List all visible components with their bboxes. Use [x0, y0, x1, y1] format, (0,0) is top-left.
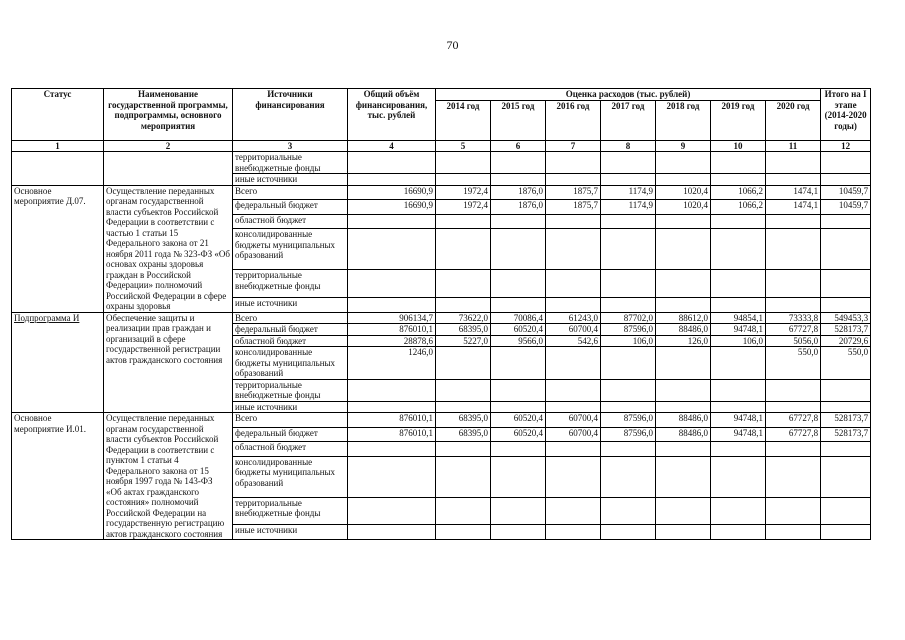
- header-name: Наименование государственной программы, подпрограммы, основного мероприятия: [104, 89, 233, 141]
- year-value-cell: [491, 442, 546, 457]
- source-cell: областной бюджет: [233, 214, 348, 229]
- year-value-cell: [546, 347, 601, 380]
- total-volume-cell: [348, 525, 436, 540]
- year-value-cell: [711, 174, 766, 186]
- source-cell: иные источники: [233, 297, 348, 312]
- year-value-cell: [766, 229, 821, 270]
- stage-total-cell: 528173,7: [821, 413, 871, 428]
- stage-total-cell: 10459,7: [821, 200, 871, 215]
- year-value-cell: [656, 442, 711, 457]
- year-value-cell: [711, 442, 766, 457]
- stage-total-cell: [821, 442, 871, 457]
- header-year: 2020 год: [766, 100, 821, 140]
- header-year: 2015 год: [491, 100, 546, 140]
- year-value-cell: 60520,4: [491, 413, 546, 428]
- year-value-cell: 5227,0: [436, 335, 491, 347]
- year-value-cell: 68395,0: [436, 324, 491, 336]
- year-value-cell: 67727,8: [766, 324, 821, 336]
- year-value-cell: [656, 229, 711, 270]
- stage-total-cell: [821, 401, 871, 413]
- year-value-cell: 94748,1: [711, 413, 766, 428]
- year-value-cell: 87596,0: [601, 413, 656, 428]
- budget-table: [11, 88, 871, 540]
- year-value-cell: [436, 229, 491, 270]
- table-body: [12, 152, 871, 540]
- header-status: Статус: [12, 89, 104, 141]
- source-cell: территориальные внебюджетные фонды: [233, 379, 348, 401]
- source-cell: консолидированные бюджеты муниципальных образований: [233, 456, 348, 497]
- year-value-cell: [711, 297, 766, 312]
- total-volume-cell: [348, 214, 436, 229]
- total-volume-cell: [348, 497, 436, 525]
- year-value-cell: 88612,0: [656, 312, 711, 324]
- year-value-cell: [546, 456, 601, 497]
- year-value-cell: [436, 456, 491, 497]
- stage-total-cell: [821, 229, 871, 270]
- year-value-cell: [711, 525, 766, 540]
- stage-total-cell: [821, 456, 871, 497]
- col-number: 10: [711, 140, 766, 152]
- stage-total-cell: [821, 270, 871, 298]
- year-value-cell: [766, 379, 821, 401]
- year-value-cell: [546, 525, 601, 540]
- year-value-cell: [766, 152, 821, 174]
- year-value-cell: [766, 456, 821, 497]
- total-volume-cell: 906134,7: [348, 312, 436, 324]
- year-value-cell: [601, 229, 656, 270]
- year-value-cell: [601, 442, 656, 457]
- table-row: [12, 312, 871, 324]
- header-total-stage: Итого на I этапе (2014-2020 годы): [821, 89, 871, 141]
- year-value-cell: 1875,7: [546, 200, 601, 215]
- year-value-cell: [491, 379, 546, 401]
- year-value-cell: [491, 229, 546, 270]
- col-number: 6: [491, 140, 546, 152]
- total-volume-cell: 876010,1: [348, 413, 436, 428]
- year-value-cell: [546, 497, 601, 525]
- year-value-cell: 60520,4: [491, 427, 546, 442]
- stage-total-cell: [821, 497, 871, 525]
- total-volume-cell: [348, 229, 436, 270]
- year-value-cell: [491, 497, 546, 525]
- col-number: 2: [104, 140, 233, 152]
- header-year: 2019 год: [711, 100, 766, 140]
- year-value-cell: [766, 442, 821, 457]
- total-volume-cell: [348, 456, 436, 497]
- year-value-cell: 1020,4: [656, 185, 711, 200]
- table-row: [12, 152, 871, 174]
- year-value-cell: 67727,8: [766, 427, 821, 442]
- year-value-cell: 67727,8: [766, 413, 821, 428]
- source-cell: областной бюджет: [233, 442, 348, 457]
- year-value-cell: 68395,0: [436, 413, 491, 428]
- header-year: 2018 год: [656, 100, 711, 140]
- source-cell: территориальные внебюджетные фонды: [233, 270, 348, 298]
- year-value-cell: [656, 347, 711, 380]
- year-value-cell: 94748,1: [711, 324, 766, 336]
- year-value-cell: [546, 401, 601, 413]
- year-value-cell: [656, 152, 711, 174]
- year-value-cell: 61243,0: [546, 312, 601, 324]
- year-value-cell: [546, 174, 601, 186]
- year-value-cell: [601, 214, 656, 229]
- total-volume-cell: [348, 152, 436, 174]
- year-value-cell: [436, 297, 491, 312]
- year-value-cell: 87596,0: [601, 324, 656, 336]
- source-cell: Всего: [233, 413, 348, 428]
- year-value-cell: [601, 456, 656, 497]
- year-value-cell: [601, 174, 656, 186]
- year-value-cell: [546, 270, 601, 298]
- year-value-cell: [491, 456, 546, 497]
- year-value-cell: 1876,0: [491, 185, 546, 200]
- year-value-cell: [711, 347, 766, 380]
- header-year: 2016 год: [546, 100, 601, 140]
- year-value-cell: [546, 152, 601, 174]
- header-year: 2014 год: [436, 100, 491, 140]
- status-cell: Основное мероприятие И.01.: [12, 413, 104, 540]
- year-value-cell: 60520,4: [491, 324, 546, 336]
- year-value-cell: [656, 174, 711, 186]
- year-value-cell: [656, 270, 711, 298]
- year-value-cell: 1020,4: [656, 200, 711, 215]
- source-cell: консолидированные бюджеты муниципальных образований: [233, 229, 348, 270]
- total-volume-cell: [348, 401, 436, 413]
- col-number: 12: [821, 140, 871, 152]
- col-number: 4: [348, 140, 436, 152]
- year-value-cell: [601, 525, 656, 540]
- year-value-cell: [436, 270, 491, 298]
- col-number: 11: [766, 140, 821, 152]
- year-value-cell: 1066,2: [711, 200, 766, 215]
- year-value-cell: [656, 497, 711, 525]
- year-value-cell: [711, 152, 766, 174]
- stage-total-cell: 549453,3: [821, 312, 871, 324]
- year-value-cell: [656, 379, 711, 401]
- total-volume-cell: [348, 379, 436, 401]
- year-value-cell: 9566,0: [491, 335, 546, 347]
- year-value-cell: [601, 270, 656, 298]
- year-value-cell: [491, 214, 546, 229]
- total-volume-cell: [348, 174, 436, 186]
- year-value-cell: [491, 347, 546, 380]
- year-value-cell: 1876,0: [491, 200, 546, 215]
- table-row: [12, 413, 871, 428]
- year-value-cell: [546, 229, 601, 270]
- year-value-cell: [546, 442, 601, 457]
- year-value-cell: [601, 497, 656, 525]
- year-value-cell: 1474,1: [766, 185, 821, 200]
- table-row: [12, 185, 871, 200]
- year-value-cell: [491, 174, 546, 186]
- source-cell: федеральный бюджет: [233, 427, 348, 442]
- source-cell: Всего: [233, 185, 348, 200]
- year-value-cell: [711, 270, 766, 298]
- year-value-cell: [491, 401, 546, 413]
- header-year: 2017 год: [601, 100, 656, 140]
- year-value-cell: [711, 214, 766, 229]
- year-value-cell: [546, 214, 601, 229]
- stage-total-cell: 528173,7: [821, 427, 871, 442]
- status-cell: Основное мероприятие Д.07.: [12, 185, 104, 312]
- year-value-cell: [436, 379, 491, 401]
- year-value-cell: 550,0: [766, 347, 821, 380]
- year-value-cell: [601, 401, 656, 413]
- name-cell: [104, 152, 233, 186]
- year-value-cell: [656, 456, 711, 497]
- year-value-cell: 1972,4: [436, 200, 491, 215]
- year-value-cell: [436, 442, 491, 457]
- year-value-cell: [436, 214, 491, 229]
- stage-total-cell: 528173,7: [821, 324, 871, 336]
- stage-total-cell: [821, 525, 871, 540]
- total-volume-cell: 16690,9: [348, 200, 436, 215]
- source-cell: консолидированные бюджеты муниципальных образований: [233, 347, 348, 380]
- year-value-cell: 106,0: [601, 335, 656, 347]
- year-value-cell: 60700,4: [546, 427, 601, 442]
- source-cell: федеральный бюджет: [233, 324, 348, 336]
- source-cell: федеральный бюджет: [233, 200, 348, 215]
- year-value-cell: [766, 270, 821, 298]
- source-cell: Всего: [233, 312, 348, 324]
- year-value-cell: 60700,4: [546, 324, 601, 336]
- year-value-cell: [491, 525, 546, 540]
- year-value-cell: [711, 379, 766, 401]
- col-number: 7: [546, 140, 601, 152]
- stage-total-cell: [821, 152, 871, 174]
- name-cell: Обеспечение защиты и реализации прав граждан и организаций в сфере государственной регистрации актов гражданского состояния: [104, 312, 233, 413]
- stage-total-cell: [821, 297, 871, 312]
- year-value-cell: 1875,7: [546, 185, 601, 200]
- total-volume-cell: [348, 442, 436, 457]
- col-number: 9: [656, 140, 711, 152]
- year-value-cell: [766, 401, 821, 413]
- total-volume-cell: 16690,9: [348, 185, 436, 200]
- year-value-cell: 73333,8: [766, 312, 821, 324]
- status-cell: Подпрограмма И: [12, 312, 104, 413]
- name-cell: Осуществление переданных органам государственной власти субъектов Российской Федерации в соответствии с пунктом 1 статьи 4 Федерального закона от 15 ноября 1997 года № 143-ФЗ «Об актах гражданского состояния» полномочий Российской Федерации на государственную регистрацию актов гражданского состояния: [104, 413, 233, 540]
- source-cell: иные источники: [233, 525, 348, 540]
- col-number: 1: [12, 140, 104, 152]
- year-value-cell: 542,6: [546, 335, 601, 347]
- stage-total-cell: 20729,6: [821, 335, 871, 347]
- col-number: 8: [601, 140, 656, 152]
- total-volume-cell: 1246,0: [348, 347, 436, 380]
- year-value-cell: [546, 297, 601, 312]
- year-value-cell: 126,0: [656, 335, 711, 347]
- year-value-cell: [491, 270, 546, 298]
- year-value-cell: [491, 297, 546, 312]
- col-number: 5: [436, 140, 491, 152]
- year-value-cell: [601, 347, 656, 380]
- year-value-cell: [546, 379, 601, 401]
- header-total-volume: Общий объём финансирования, тыс. рублей: [348, 89, 436, 141]
- year-value-cell: [656, 525, 711, 540]
- col-number: 3: [233, 140, 348, 152]
- year-value-cell: [656, 297, 711, 312]
- year-value-cell: 87702,0: [601, 312, 656, 324]
- year-value-cell: 60700,4: [546, 413, 601, 428]
- year-value-cell: 5056,0: [766, 335, 821, 347]
- page-number: 70: [446, 38, 459, 52]
- year-value-cell: 1174,9: [601, 200, 656, 215]
- header-row-1: [12, 89, 871, 101]
- stage-total-cell: 10459,7: [821, 185, 871, 200]
- year-value-cell: 70086,4: [491, 312, 546, 324]
- year-value-cell: 1066,2: [711, 185, 766, 200]
- year-value-cell: 1972,4: [436, 185, 491, 200]
- status-cell: [12, 152, 104, 186]
- year-value-cell: 73622,0: [436, 312, 491, 324]
- year-value-cell: 94854,1: [711, 312, 766, 324]
- year-value-cell: 106,0: [711, 335, 766, 347]
- header-sources: Источники финансирования: [233, 89, 348, 141]
- source-cell: территориальные внебюджетные фонды: [233, 152, 348, 174]
- year-value-cell: 68395,0: [436, 427, 491, 442]
- year-value-cell: 1474,1: [766, 200, 821, 215]
- year-value-cell: [436, 174, 491, 186]
- year-value-cell: [436, 497, 491, 525]
- year-value-cell: 88486,0: [656, 324, 711, 336]
- year-value-cell: [601, 297, 656, 312]
- year-value-cell: [491, 152, 546, 174]
- stage-total-cell: [821, 174, 871, 186]
- total-volume-cell: 876010,1: [348, 324, 436, 336]
- source-cell: иные источники: [233, 401, 348, 413]
- year-value-cell: [656, 401, 711, 413]
- year-value-cell: 87596,0: [601, 427, 656, 442]
- year-value-cell: [711, 401, 766, 413]
- year-value-cell: [436, 152, 491, 174]
- year-value-cell: [711, 229, 766, 270]
- year-value-cell: [656, 214, 711, 229]
- year-value-cell: [766, 525, 821, 540]
- stage-total-cell: [821, 214, 871, 229]
- year-value-cell: [436, 401, 491, 413]
- stage-total-cell: [821, 379, 871, 401]
- source-cell: иные источники: [233, 174, 348, 186]
- year-value-cell: [766, 497, 821, 525]
- stage-total-cell: 550,0: [821, 347, 871, 380]
- header-estimate: Оценка расходов (тыс. рублей): [436, 89, 821, 101]
- year-value-cell: [766, 297, 821, 312]
- year-value-cell: 94748,1: [711, 427, 766, 442]
- year-value-cell: [711, 456, 766, 497]
- total-volume-cell: 876010,1: [348, 427, 436, 442]
- year-value-cell: 88486,0: [656, 413, 711, 428]
- year-value-cell: [766, 214, 821, 229]
- year-value-cell: [601, 152, 656, 174]
- year-value-cell: [601, 379, 656, 401]
- total-volume-cell: [348, 270, 436, 298]
- year-value-cell: [711, 497, 766, 525]
- year-value-cell: 1174,9: [601, 185, 656, 200]
- source-cell: областной бюджет: [233, 335, 348, 347]
- year-value-cell: [436, 525, 491, 540]
- year-value-cell: [436, 347, 491, 380]
- total-volume-cell: [348, 297, 436, 312]
- column-number-row: [12, 140, 871, 152]
- name-cell: Осуществление переданных органам государственной власти субъектов Российской Федерации в соответствии с частью 1 статьи 15 Федерального закона от 21 ноября 2011 года № 323-ФЗ «Об основах охраны здоровья граждан в Российской Федерации» полномочий Российской Федерации в сфере охраны здоровья: [104, 185, 233, 312]
- total-volume-cell: 28878,6: [348, 335, 436, 347]
- source-cell: территориальные внебюджетные фонды: [233, 497, 348, 525]
- year-value-cell: [766, 174, 821, 186]
- year-value-cell: 88486,0: [656, 427, 711, 442]
